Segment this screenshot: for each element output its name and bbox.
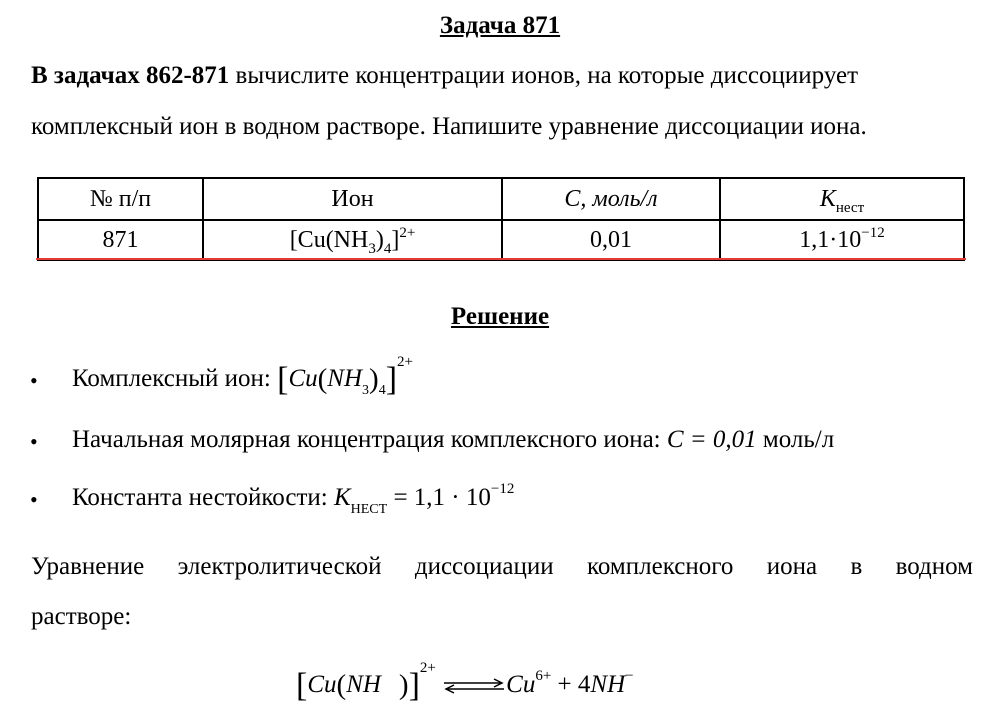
cell-ion-mid: ): [375, 226, 384, 253]
eq-right-ion: Cu: [506, 671, 536, 698]
eq-right-ligand: NH: [590, 671, 626, 698]
cell-ion: [203, 220, 502, 260]
cell-k-base: 1,1·10: [799, 226, 862, 253]
intro-line-1: [31, 63, 858, 88]
word: диссоциации: [414, 553, 554, 580]
eq-left-ion: Cu: [307, 671, 337, 698]
bullet-3-label: Константа нестойкости:: [72, 484, 328, 511]
bullet-2-unit: моль/л: [762, 426, 835, 453]
formula-sub4: 4: [378, 383, 386, 398]
word: электролитической: [177, 553, 382, 580]
bullet-1-formula: [277, 354, 413, 398]
cell-k-exp: −12: [861, 224, 885, 241]
bullet-1-label: Комплексный ион:: [72, 365, 271, 392]
bullet-dot-2: •: [30, 429, 38, 454]
header-k: [720, 178, 964, 220]
table-row: [38, 220, 964, 260]
word: Уравнение: [31, 553, 145, 580]
header-ion: Ион: [203, 178, 502, 220]
bracket-open: [: [277, 361, 289, 398]
formula-sub3: 3: [362, 383, 370, 398]
cell-ion-sub2: 4: [383, 240, 392, 257]
eq-plus: + 4: [557, 671, 591, 698]
k-sub: НЕСТ: [350, 502, 388, 517]
data-table: [37, 177, 965, 261]
paren-close: ): [369, 363, 379, 395]
word: комплексного: [587, 553, 734, 580]
eq-bracket-close: ]: [408, 667, 420, 704]
eq-left-charge: 2+: [419, 660, 436, 676]
word: в: [850, 553, 863, 580]
eq-paren-open: (: [336, 669, 347, 701]
cell-num: 871: [38, 220, 203, 260]
word: иона: [766, 553, 818, 580]
cell-k: [720, 220, 964, 260]
bullet-dot-1: •: [30, 368, 38, 393]
cell-ion-part1: [Cu(NH: [289, 226, 369, 253]
bullet-2-label: Начальная молярная концентрация комплексного иона:: [72, 426, 661, 453]
eq-paren-close: ): [398, 669, 409, 701]
header-num: № п/п: [38, 178, 203, 220]
red-underline: [36, 258, 966, 260]
cell-ion-end: ]: [391, 226, 400, 253]
solution-title: Решение: [450, 303, 550, 330]
intro-bold: В задачах 862-871: [31, 62, 230, 89]
formula-charge: 2+: [397, 354, 413, 370]
bullet-dot-3: •: [30, 487, 38, 512]
equation-intro-line-2: растворе:: [31, 603, 132, 630]
eq-right-charge: 6+: [535, 668, 552, 684]
cell-ion-charge: 2+: [399, 224, 416, 241]
formula-ion: Cu: [288, 365, 318, 392]
paren-open: (: [317, 363, 328, 395]
header-conc-text: C, моль/л: [564, 185, 658, 212]
eq-left-ligand: NH: [346, 671, 381, 698]
bracket-close: ]: [385, 361, 398, 398]
bullet-2: [72, 427, 834, 452]
header-k-sub: нест: [835, 199, 865, 216]
bullet-1: [72, 354, 413, 398]
cell-conc: 0,01: [502, 220, 720, 260]
bullet-3: [72, 481, 515, 517]
equation-intro-line-1: [31, 554, 973, 579]
k-symbol: K: [333, 484, 351, 511]
dissociation-equation: [296, 660, 634, 704]
eq-right-charge2: −: [625, 668, 634, 684]
k-value: = 1,1 · 10: [393, 484, 491, 511]
intro-rest: вычислите концентрации ионов, на которые диссоциирует: [235, 62, 859, 89]
header-k-symbol: K: [819, 185, 836, 212]
task-title: Задача 871: [439, 12, 561, 39]
word: водном: [895, 553, 973, 580]
intro-line-2: комплексный ион в водном растворе. Напишите уравнение диссоциации иона.: [31, 113, 867, 140]
cell-ion-sub1: 3: [368, 240, 376, 257]
eq-bracket-open: [: [296, 667, 308, 704]
formula-ligand: NH: [327, 365, 363, 392]
bullet-2-expr: C = 0,01: [666, 426, 757, 453]
k-exp: −12: [490, 481, 515, 497]
table-header-row: [38, 178, 964, 220]
header-conc: [502, 178, 720, 220]
